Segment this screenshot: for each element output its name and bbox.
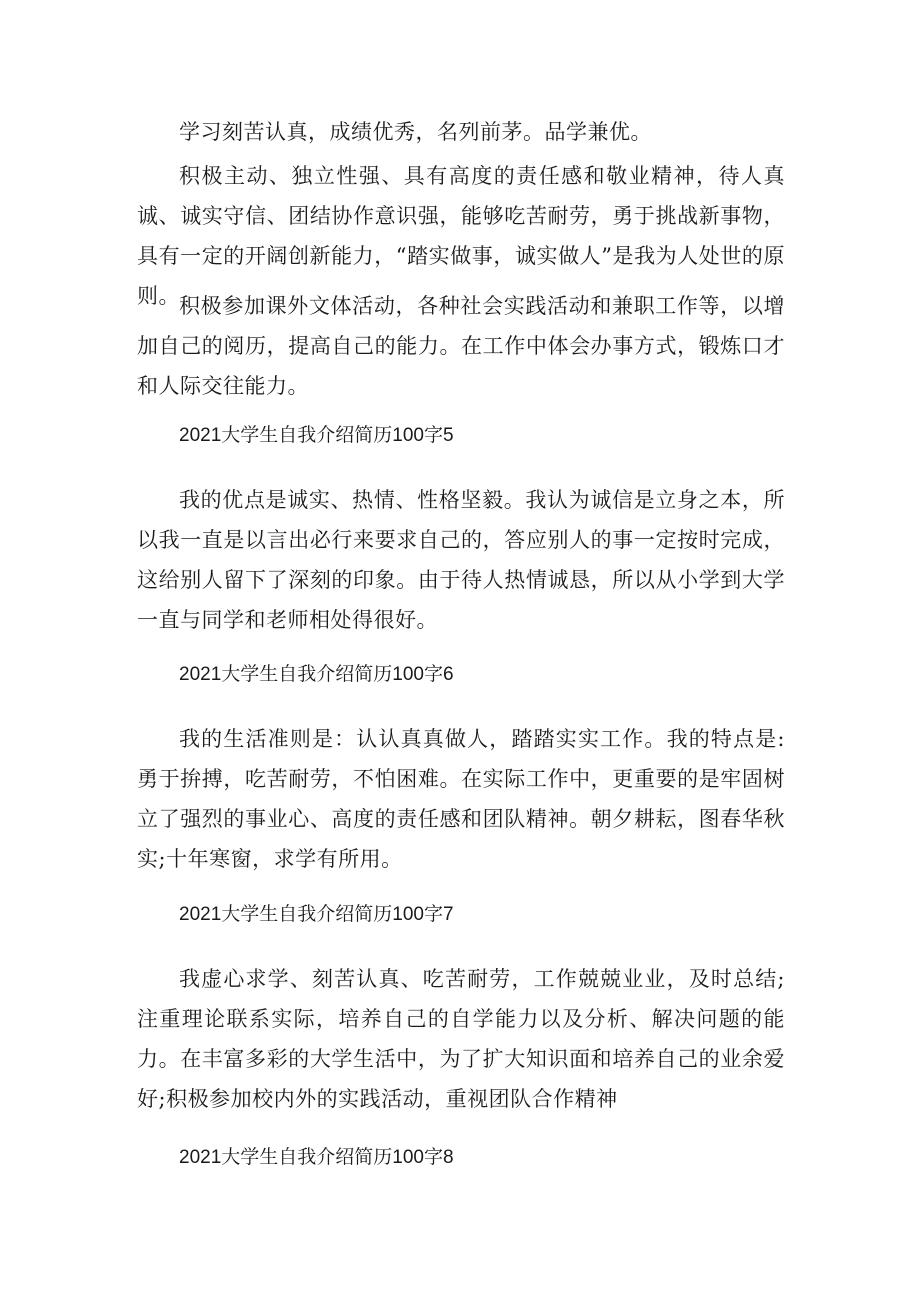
intro-paragraph-1: 学习刻苦认真，成绩优秀，名列前茅。品学兼优。 bbox=[179, 120, 652, 144]
section-7-body-block bbox=[137, 959, 785, 1119]
intro-paragraph-2: 积极主动、独立性强、具有高度的责任感和敬业精神，待人真诚、诚实守信、团结协作意识强，能够吃苦耐劳，勇于挑战新事物，具有一定的开阔创新能力，“踏实做事，诚实做人”是我为人处世的原则。 bbox=[137, 164, 785, 308]
intro-paragraph-3-block bbox=[137, 286, 785, 406]
section-5-body: 我的优点是诚实、热情、性格坚毅。我认为诚信是立身之本，所以我一直是以言出必行来要求自己的，答应别人的事一定按时完成，这给别人留下了深刻的印象。由于待人热情诚恳，所以从小学到大学一直与同学和老师相处得很好。 bbox=[137, 488, 785, 632]
intro-paragraph-3: 积极参加课外文体活动，各种社会实践活动和兼职工作等，以增加自己的阅历，提高自己的能力。在工作中体会办事方式，锻炼口才和人际交往能力。 bbox=[137, 294, 785, 398]
section-7-body: 我虚心求学、刻苦认真、吃苦耐劳，工作兢兢业业，及时总结;注重理论联系实际，培养自己的自学能力以及分析、解决问题的能力。在丰富多彩的大学生活中，为了扩大知识面和培养自己的业余爱好;积极参加校内外的实践活动，重视团队合作精神 bbox=[137, 967, 785, 1111]
section-heading-5: 2021大学生自我介绍简历100字5 bbox=[179, 425, 454, 446]
section-5-body-block bbox=[137, 480, 785, 640]
intro-paragraph-1-block bbox=[137, 112, 785, 152]
section-6-body-block bbox=[137, 719, 785, 879]
section-heading-6: 2021大学生自我介绍简历100字6 bbox=[179, 664, 454, 685]
section-heading-7: 2021大学生自我介绍简历100字7 bbox=[179, 904, 454, 925]
section-heading-8: 2021大学生自我介绍简历100字8 bbox=[179, 1147, 454, 1168]
section-6-body: 我的生活准则是：认认真真做人，踏踏实实工作。我的特点是:勇于拚搏，吃苦耐劳，不怕困难。在实际工作中，更重要的是牢固树立了强烈的事业心、高度的责任感和团队精神。朝夕耕耘，图春华秋实;十年寒窗，求学有所用。 bbox=[137, 727, 785, 871]
